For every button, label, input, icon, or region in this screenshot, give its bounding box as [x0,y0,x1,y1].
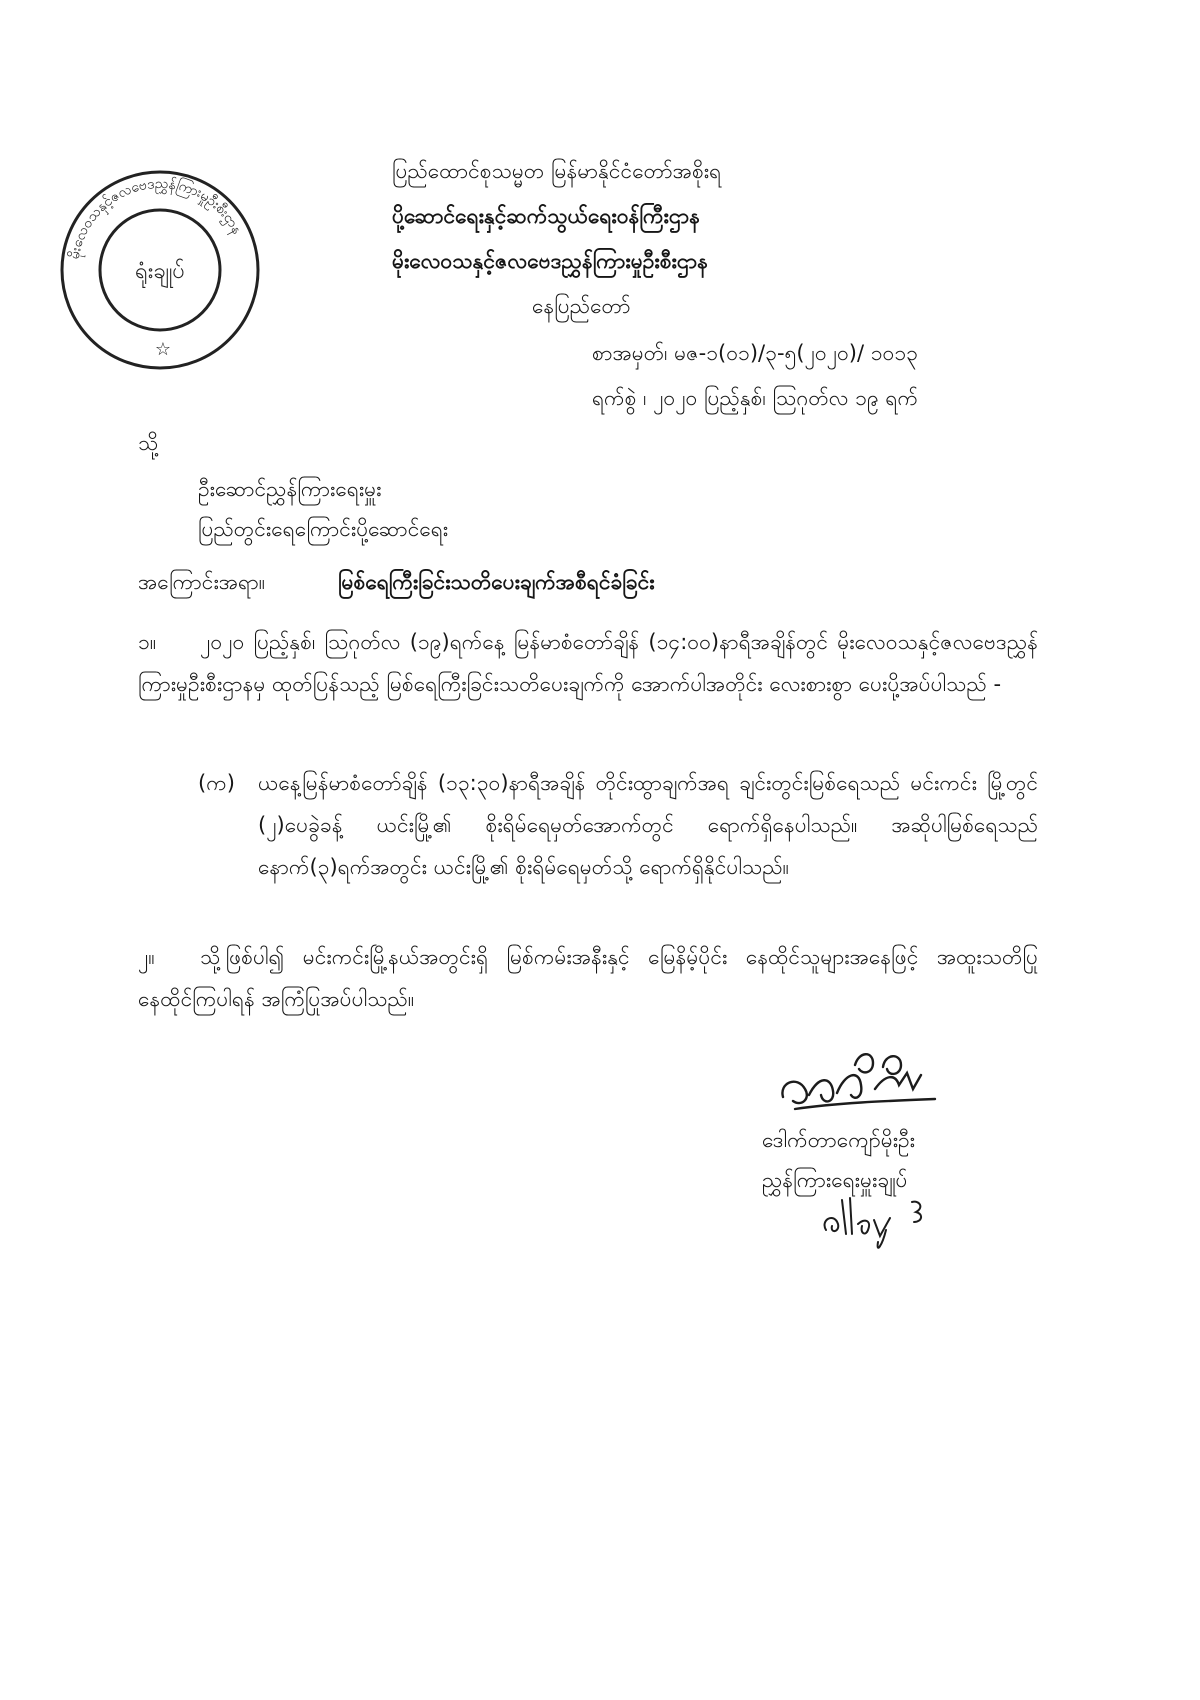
department-seal [55,170,265,370]
header-ministry: ပို့ဆောင်ရေးနှင့်ဆက်သွယ်ရေးဝန်ကြီးဌာန [392,204,700,228]
reference-date: ရက်စွဲ ၊ ၂၀၂၀ ပြည့်နှစ်၊ ဩဂုတ်လ ၁၉ ရက် [592,386,919,410]
reference-number: စာအမှတ်၊ မဇ-၁(၀၁)/၃-၅(၂၀၂၀)/ ၁၀၁၃ [592,341,918,365]
recipient-organization: ပြည်တွင်းရေကြောင်းပို့ဆောင်ရေး [198,517,449,541]
signature-mark [775,1045,945,1125]
subject-label: အကြောင်းအရာ။ [138,570,266,594]
sub-item-number: (က) [198,771,235,795]
header-government: ပြည်ထောင်စုသမ္မတ မြန်မာနိုင်ငံတော်အစိုးရ [392,159,722,183]
seal-center-text: ရုံးချုပ် [135,259,185,284]
svg-text:မိုးလေဝသနှင့်ဇလဗေဒညွှန်ကြားမှု [67,176,245,261]
seal-star-icon: ☆ [154,339,172,360]
to-label: သို့ [138,431,159,455]
paragraph-1: ၂၀၂၀ ပြည့်နှစ်၊ ဩဂုတ်လ (၁၉)ရက်နေ့ မြန်မာစံတော်ချိန် (၁၄:၀၀)နာရီအချိန်တွင် မိုးလေဝသနှင့်ဇလဗေဒညွှန်ကြားမှုဦးစီးဌာနမှ ထုတ်ပြန်သည့် မြစ်ရေကြီးခြင်းသတိပေးချက်ကို အောက်ပါအတိုင်း လေးစားစွာ ပေးပို့အပ်ပါသည် - [138,630,1038,696]
paragraph-2-number: ၂။ [138,945,155,969]
seal-ring-text: မိုးလေဝသနှင့်ဇလဗေဒညွှန်ကြားမှုဦးစီးဌာန [66,175,245,261]
paragraph-1-number: ၁။ [138,630,157,654]
subject-text: မြစ်ရေကြီးခြင်းသတိပေးချက်အစီရင်ခံခြင်း [338,570,655,594]
header-city: နေပြည်တော် [532,294,631,318]
sub-item-text: ယနေ့မြန်မာစံတော်ချိန် (၁၃:၃၀)နာရီအချိန် တိုင်းထွာချက်အရ ချင်းတွင်းမြစ်ရေသည် မင်းကင်း မြို့တွင် (၂)ပေခွဲခန့် ယင်းမြို့၏ စိုးရိမ်ရေမှတ်အောက်တွင် ရောက်ရှိနေပါသည်။ အဆိုပါမြစ်ရေသည် နောက်(၃)ရက်အတွင်း ယင်းမြို့၏ စိုးရိမ်ရေမှတ်သို့ ရောက်ရှိနိုင်ပါသည်။ [258,771,1038,879]
header-department: မိုးလေဝသနှင့်ဇလဗေဒညွှန်ကြားမှုဦးစီးဌာန [392,249,709,273]
signatory-name: ဒေါက်တာကျော်မိုးဦး [762,1128,916,1152]
signatory-title: ညွှန်ကြားရေးမှူးချုပ် [762,1168,908,1192]
initials-mark [820,1190,930,1260]
paragraph-2: သို့ဖြစ်ပါ၍ မင်းကင်းမြို့နယ်အတွင်းရှိ မြစ်ကမ်းအနီးနှင့် မြေနိမ့်ပိုင်း နေထိုင်သူများအနေဖြင့် အထူးသတိပြု နေထိုင်ကြပါရန် အကြံပြုအပ်ပါသည်။ [138,945,1038,1011]
recipient-title: ဦးဆောင်ညွှန်ကြားရေးမှူး [198,477,382,501]
